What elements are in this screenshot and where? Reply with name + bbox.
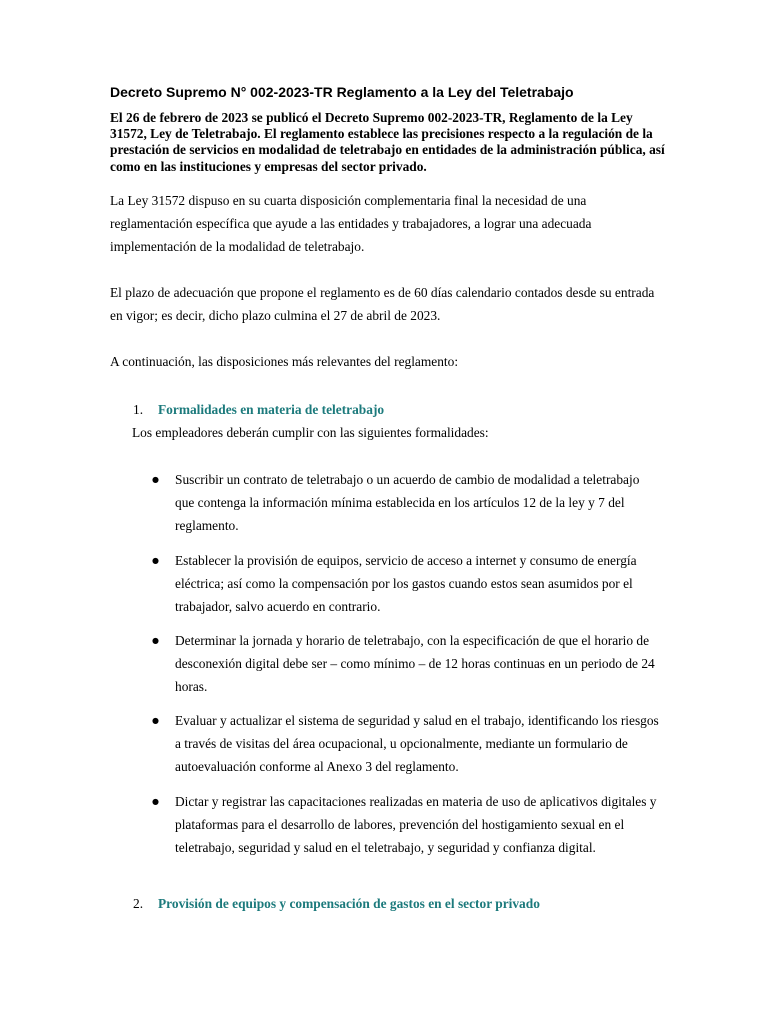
section-heading-text: Formalidades en materia de teletrabajo <box>158 402 385 417</box>
document-title: Decreto Supremo N° 002-2023-TR Reglamento a la Ley del Teletrabajo <box>110 84 574 100</box>
body-paragraph-1: La Ley 31572 dispuso en su cuarta disposición complementaria final la necesidad de una reglamentación específica que ayude a las entidades y trabajadores, a lograr una adecuada implementación de la modalidad de teletrabajo. <box>110 193 592 254</box>
bullet-icon: ● <box>152 636 159 645</box>
body-paragraph-2: El plazo de adecuación que propone el reglamento es de 60 días calendario contados desde su entrada en vigor; es decir, dicho plazo culmina el 27 de abril de 2023. <box>110 285 655 323</box>
lead-paragraph: El 26 de febrero de 2023 se publicó el Decreto Supremo 002-2023-TR, Reglamento de la Ley 31572, Ley de Teletrabajo. El reglamento establece las precisiones respecto a la regulación de la prestación de servicios en modalidad de teletrabajo en entidades de la administración pública, así como en las instituciones y empresas del sector privado. <box>110 110 665 174</box>
bullet-icon: ● <box>152 716 159 725</box>
list-item-text: Dictar y registrar las capacitaciones realizadas en materia de uso de aplicativos digitales y plataformas para el desarrollo de labores, prevención del hostigamiento sexual en el teletrabajo, seguridad y salud en el teletrabajo, y seguridad y confianza digital. <box>175 794 657 855</box>
list-item-text: Determinar la jornada y horario de teletrabajo, con la especificación de que el horario de desconexión digital debe ser – como mínimo – de 12 horas continuas en un periodo de 24 horas. <box>175 633 655 694</box>
section-intro: Los empleadores deberán cumplir con las siguientes formalidades: <box>132 425 489 440</box>
section-heading-2 <box>133 892 693 915</box>
section-number: 1. <box>133 402 144 417</box>
list-item-text: Establecer la provisión de equipos, servicio de acceso a internet y consumo de energía eléctrica; así como la compensación por los gastos cuando estos sean asumidos por el trabajador, salvo acuerdo en contrario. <box>175 553 637 614</box>
list-item-text: Evaluar y actualizar el sistema de seguridad y salud en el trabajo, identificando los riesgos a través de visitas del área ocupacional, u opcionalmente, mediante un formulario de autoevaluación conforme al Anexo 3 del reglamento. <box>175 713 659 774</box>
section-heading-1 <box>133 398 693 421</box>
bullet-icon: ● <box>152 475 159 484</box>
section-heading-text: Provisión de equipos y compensación de gastos en el sector privado <box>158 896 540 911</box>
body-paragraph-3: A continuación, las disposiciones más relevantes del reglamento: <box>110 354 459 369</box>
bullet-icon: ● <box>152 556 159 565</box>
bullet-icon: ● <box>152 797 159 806</box>
section-number: 2. <box>133 896 144 911</box>
list-item-text: Suscribir un contrato de teletrabajo o un acuerdo de cambio de modalidad a teletrabajo que contenga la información mínima establecida en los artículos 12 de la ley y 7 del reglamento. <box>175 472 640 533</box>
